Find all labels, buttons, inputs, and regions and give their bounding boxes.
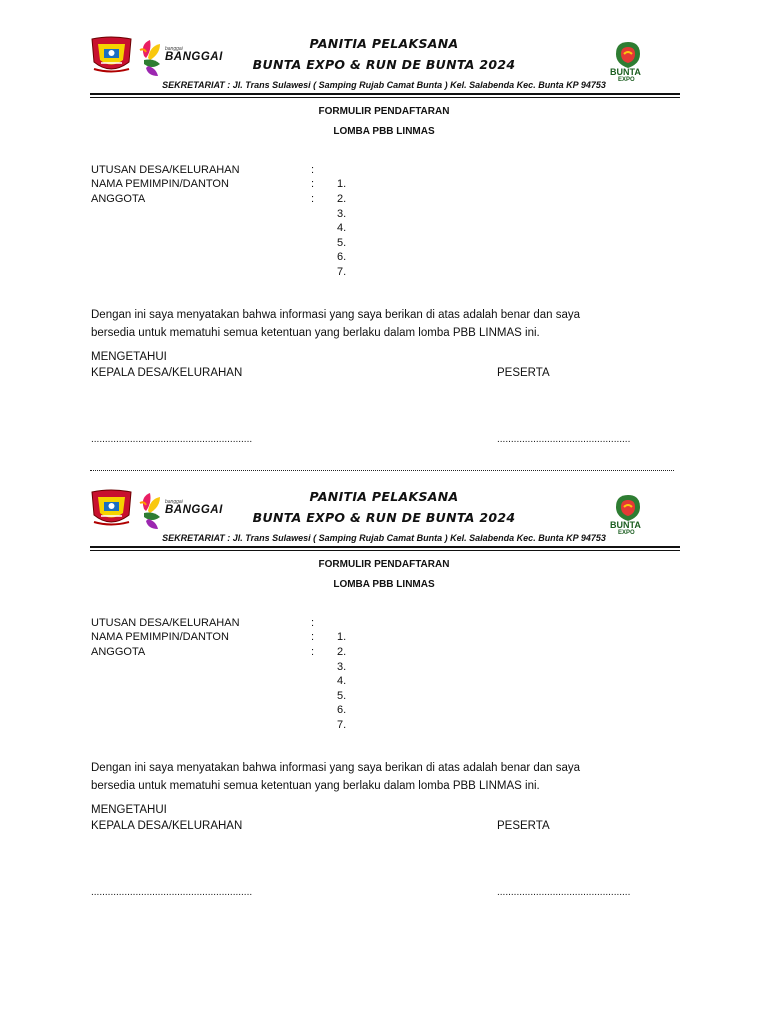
signature-line-left: ..........................................................	[91, 887, 253, 898]
secretariat-address: SEKRETARIAT : Jl. Trans Sulawesi ( Samping Rujab Camat Bunta ) Kel. Salabenda Kec. Bunta KP 94753	[162, 80, 606, 90]
secretariat-address: SEKRETARIAT : Jl. Trans Sulawesi ( Samping Rujab Camat Bunta ) Kel. Salabenda Kec. Bunta KP 94753	[162, 533, 606, 543]
banggai-small-text: banggai	[165, 499, 183, 505]
bunta-logo-text: BUNTA	[610, 520, 641, 530]
member-number: 1.	[337, 178, 347, 190]
registration-form-2	[0, 453, 768, 903]
signature-line-left: ..........................................................	[91, 434, 253, 445]
header-title-2: BUNTA EXPO & RUN DE BUNTA 2024	[252, 57, 516, 72]
mengetahui-label: MENGETAHUI	[91, 351, 167, 363]
member-number: 7.	[337, 266, 347, 278]
field-colon: :	[311, 631, 315, 643]
header-rule-thick	[90, 546, 680, 548]
form-subtitle: LOMBA PBB LINMAS	[333, 126, 435, 137]
field-label-anggota: ANGGOTA	[91, 646, 146, 658]
header-title-1: PANITIA PELAKSANA	[309, 489, 459, 504]
banggai-logo-text: BANGGAI	[165, 51, 223, 63]
field-label-utusan: UTUSAN DESA/KELURAHAN	[91, 164, 240, 176]
member-number: 6.	[337, 251, 347, 263]
statement-line-2: bersedia untuk mematuhi semua ketentuan yang berlaku dalam lomba PBB LINMAS ini.	[91, 780, 540, 792]
member-number: 4.	[337, 675, 347, 687]
form-title: FORMULIR PENDAFTARAN	[318, 106, 450, 117]
banggai-small-text: banggai	[165, 46, 183, 52]
member-number: 2.	[337, 193, 347, 205]
field-colon: :	[311, 164, 315, 176]
header-title-1: PANITIA PELAKSANA	[309, 36, 459, 51]
member-number: 3.	[337, 208, 347, 220]
form-title: FORMULIR PENDAFTARAN	[318, 559, 450, 570]
field-label-utusan: UTUSAN DESA/KELURAHAN	[91, 617, 240, 629]
field-label-pemimpin: NAMA PEMIMPIN/DANTON	[91, 631, 229, 643]
kepala-desa-label: KEPALA DESA/KELURAHAN	[91, 367, 243, 379]
signature-line-right: ................................................	[497, 434, 631, 445]
member-number: 7.	[337, 719, 347, 731]
header-rule-thin	[90, 97, 680, 98]
expo-logo-text: EXPO	[618, 77, 635, 83]
form-subtitle: LOMBA PBB LINMAS	[333, 579, 435, 590]
field-label-pemimpin: NAMA PEMIMPIN/DANTON	[91, 178, 229, 190]
member-number: 5.	[337, 690, 347, 702]
member-number: 4.	[337, 222, 347, 234]
expo-logo-text: EXPO	[618, 530, 635, 536]
peserta-label: PESERTA	[497, 367, 550, 379]
statement-line-1: Dengan ini saya menyatakan bahwa informasi yang saya berikan di atas adalah benar dan saya	[91, 762, 581, 774]
member-number: 2.	[337, 646, 347, 658]
member-number: 6.	[337, 704, 347, 716]
header-rule-thin	[90, 550, 680, 551]
field-colon: :	[311, 193, 315, 205]
header-title-2: BUNTA EXPO & RUN DE BUNTA 2024	[252, 510, 516, 525]
kepala-desa-label: KEPALA DESA/KELURAHAN	[91, 820, 243, 832]
member-number: 1.	[337, 631, 347, 643]
registration-form-1	[0, 0, 768, 450]
banggai-logo-text: BANGGAI	[165, 504, 223, 516]
field-colon: :	[311, 178, 315, 190]
bunta-logo-text: BUNTA	[610, 67, 641, 77]
statement-line-1: Dengan ini saya menyatakan bahwa informasi yang saya berikan di atas adalah benar dan saya	[91, 309, 581, 321]
signature-line-right: ................................................	[497, 887, 631, 898]
field-colon: :	[311, 646, 315, 658]
member-number: 5.	[337, 237, 347, 249]
mengetahui-label: MENGETAHUI	[91, 804, 167, 816]
field-label-anggota: ANGGOTA	[91, 193, 146, 205]
field-colon: :	[311, 617, 315, 629]
statement-line-2: bersedia untuk mematuhi semua ketentuan yang berlaku dalam lomba PBB LINMAS ini.	[91, 327, 540, 339]
member-number: 3.	[337, 661, 347, 673]
header-rule-thick	[90, 93, 680, 95]
peserta-label: PESERTA	[497, 820, 550, 832]
